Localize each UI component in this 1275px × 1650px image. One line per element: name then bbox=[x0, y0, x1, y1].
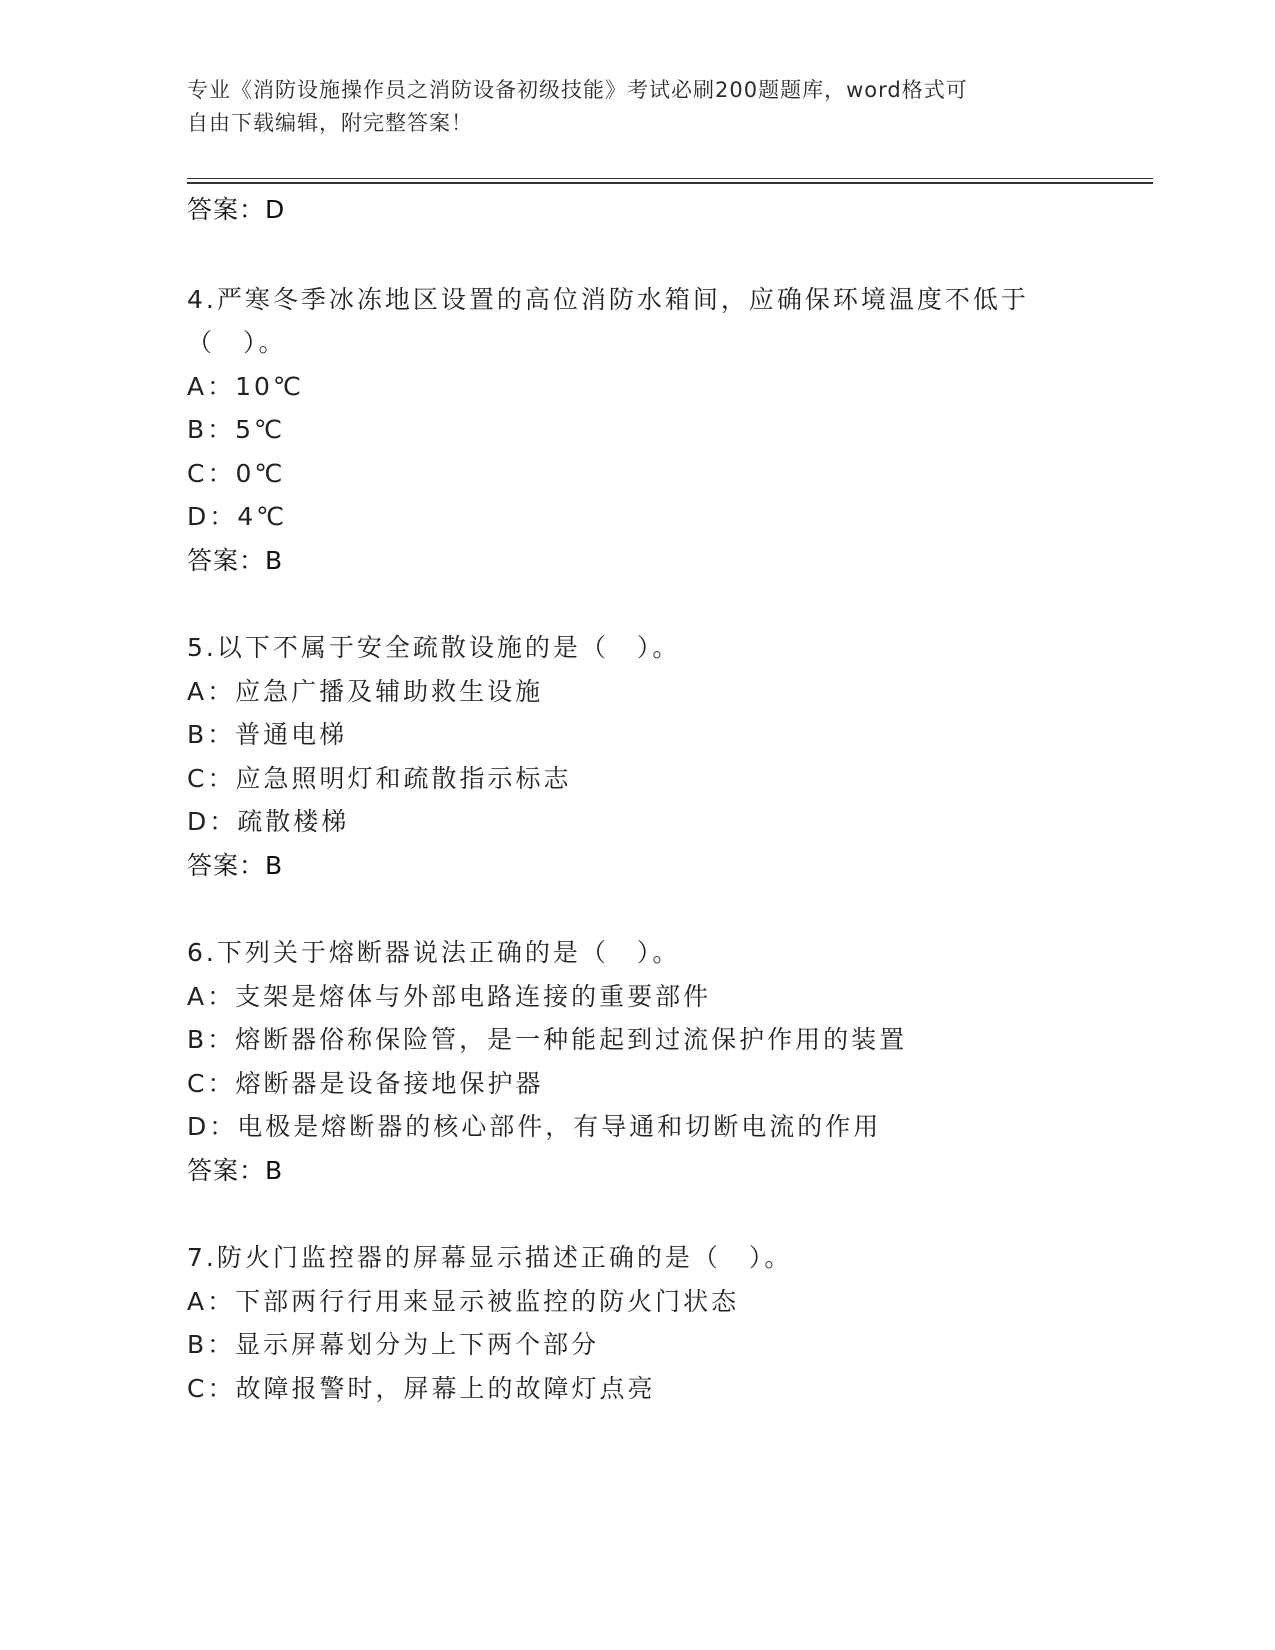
question-7-stem: 7.防火门监控器的屏幕显示描述正确的是（ ）。 bbox=[187, 1243, 793, 1272]
question-7-option-c: C：故障报警时，屏幕上的故障灯点亮 bbox=[187, 1374, 656, 1403]
question-6-stem: 6.下列关于熔断器说法正确的是（ ）。 bbox=[187, 938, 681, 967]
question-4-answer: 答案：B bbox=[187, 546, 284, 575]
document-header bbox=[187, 74, 1067, 140]
question-5-stem: 5.以下不属于安全疏散设施的是（ ）。 bbox=[187, 633, 681, 662]
question-5-option-a: A：应急广播及辅助救生设施 bbox=[187, 677, 544, 706]
question-5-option-c: C：应急照明灯和疏散指示标志 bbox=[187, 764, 572, 793]
answer-q3: 答案：D bbox=[187, 195, 286, 224]
question-5-option-d: D：疏散楼梯 bbox=[187, 807, 350, 836]
question-4-stem-line2: （ ）。 bbox=[187, 328, 287, 357]
header-divider-thick bbox=[187, 182, 1153, 184]
question-4-option-a: A：10℃ bbox=[187, 372, 304, 401]
question-6-option-b: B：熔断器俗称保险管，是一种能起到过流保护作用的装置 bbox=[187, 1025, 908, 1054]
question-5-option-b: B：普通电梯 bbox=[187, 720, 348, 749]
header-line-2: 自由下载编辑，附完整答案！ bbox=[187, 111, 473, 135]
question-4-stem-line1: 4.严寒冬季冰冻地区设置的高位消防水箱间，应确保环境温度不低于 bbox=[187, 285, 1029, 314]
question-5-answer: 答案：B bbox=[187, 851, 284, 880]
header-line-1: 专业《消防设施操作员之消防设备初级技能》考试必刷200题题库，word格式可 bbox=[187, 78, 968, 102]
question-4-option-c: C：0℃ bbox=[187, 459, 286, 488]
question-4-option-d: D：4℃ bbox=[187, 502, 288, 531]
header-divider-thin bbox=[187, 178, 1153, 179]
question-6-answer: 答案：B bbox=[187, 1156, 284, 1185]
question-7-option-b: B：显示屏幕划分为上下两个部分 bbox=[187, 1330, 600, 1359]
question-6-option-a: A：支架是熔体与外部电路连接的重要部件 bbox=[187, 982, 712, 1011]
question-6-option-d: D：电极是熔断器的核心部件，有导通和切断电流的作用 bbox=[187, 1112, 882, 1141]
question-7-option-a: A：下部两行行用来显示被监控的防火门状态 bbox=[187, 1287, 740, 1316]
question-4-option-b: B：5℃ bbox=[187, 415, 286, 444]
question-6-option-c: C：熔断器是设备接地保护器 bbox=[187, 1069, 544, 1098]
